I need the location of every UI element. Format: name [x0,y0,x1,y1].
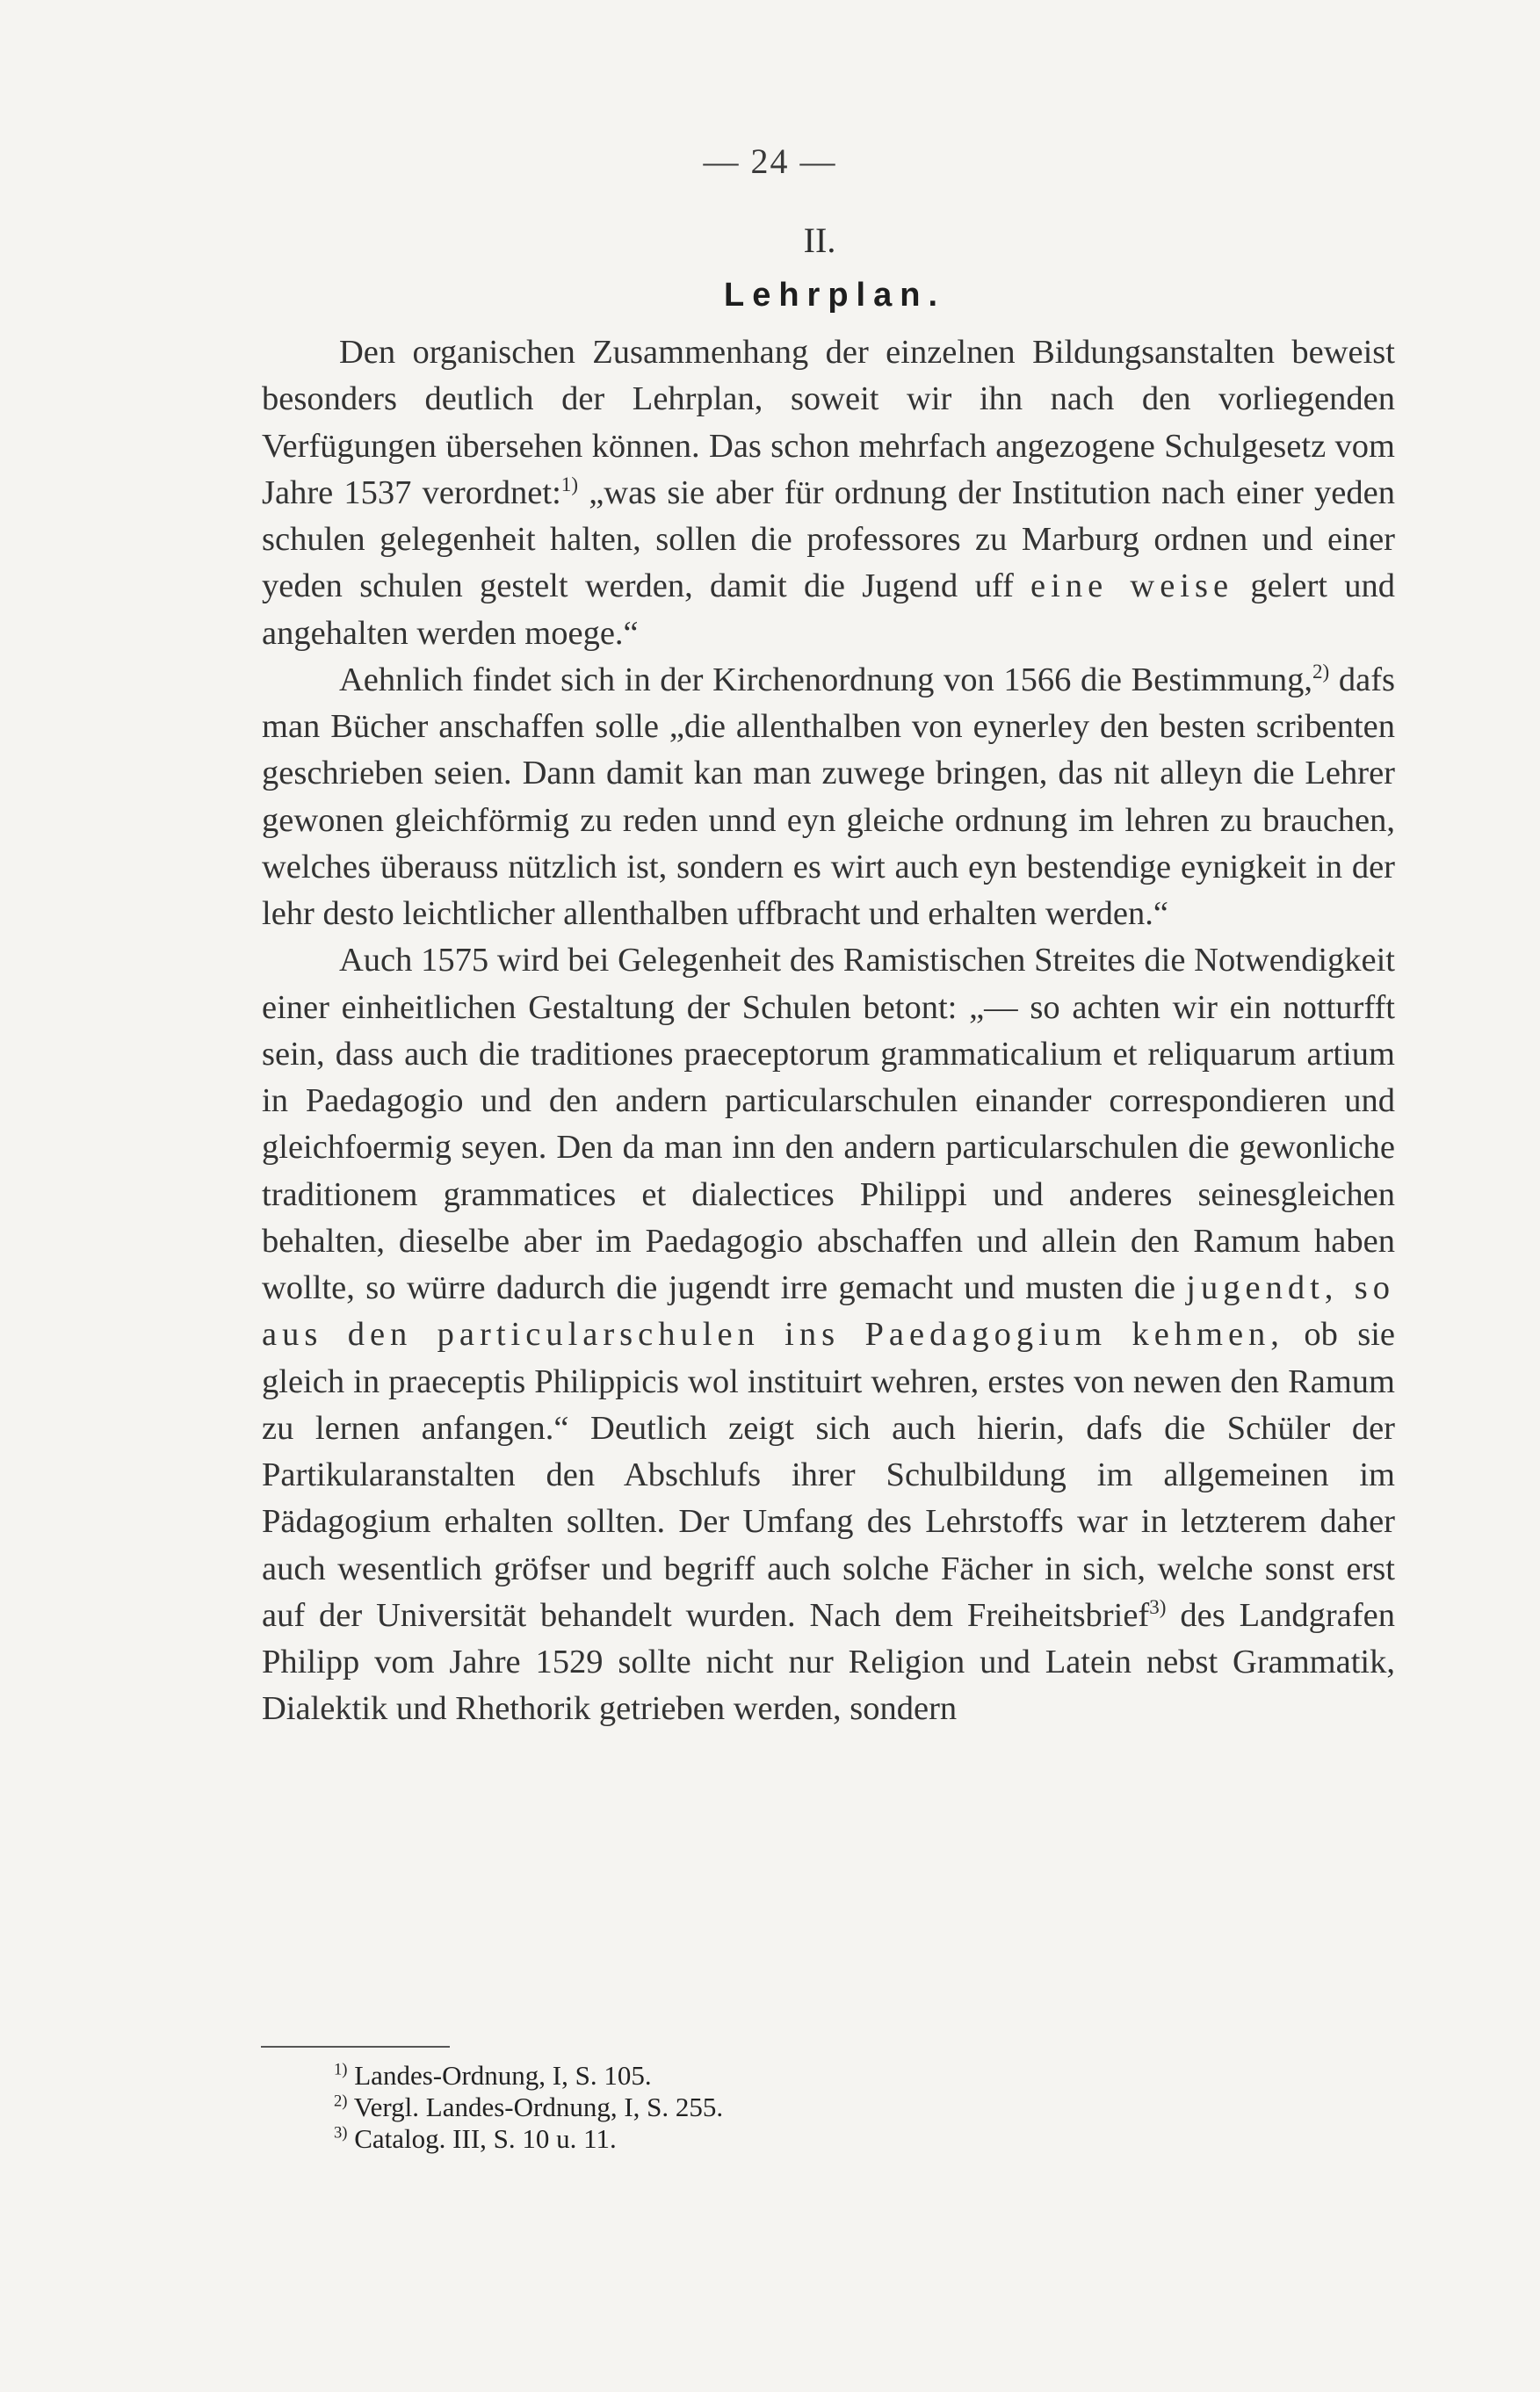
paragraph [262,937,1395,1732]
paragraph-text: des Landgrafen Philipp vom Jahre 1529 sollte nicht nur Religion und Latein nebst Grammatik, Dialektik und Rhethorik getrieben werden, sondern [262,1596,1395,1728]
footnote-reference: 1) [560,472,579,495]
paragraph-text: Aehnlich findet sich in der Kirchenordnung von 1566 die Bestimmung, [339,661,1312,698]
paragraph-text: Auch 1575 wird bei Gelegenheit des Ramistischen Streites die Notwendigkeit einer einheitlichen Gestaltung der Schulen betont: „— so achten wir ein notturfft sein, dass auch die traditiones praeceptorum grammaticalium et reliquarum artium in Paedagogio und den andern particularschulen einander correspondieren und gleichfoermig seyen. Den da man inn den andern particularschulen die gewonliche traditionem grammatices et dialectices Philippi und anderes seinesgleichen behalten, dieselbe aber im Paedagogio abschaffen und allein den Ramum haben wollte, so würre dadurch die jugendt irre gemacht und musten die [262,942,1395,1306]
footnote [334,2123,1124,2155]
paragraph-text: ob sie gleich in praeceptis Philippicis wol instituirt wehren, erstes von newen den Ramum zu lernen anfangen.“ Deutlich zeigt sich auch hierin, dafs die Schüler der Partikularanstalten den Abschlufs ihrer Schulbildung im allgemeinen im Pädagogium erhalten sollten. Der Umfang des Lehrstoffs war in letzterem daher auch wesentlich gröfser und begriff auch solche Fächer in sich, welche sonst erst auf der Universität behandelt wurden. Nach dem Freiheitsbrief [262,1316,1395,1634]
paragraph-text: gelert und angehalten werden moege.“ [262,567,1395,652]
paragraph [262,329,1395,657]
footnote-reference: 3) [1149,1594,1167,1618]
emphasized-text: jugendt, so aus den particularschulen ins Paedagogium kehmen, [262,1269,1396,1354]
paragraph-text: „was sie aber für ordnung der Institution nach einer yeden schulen gelegenheit halten, sollen die professores zu Marburg ordnen und einer yeden schulen gestelt werden, damit die Jugend uff [262,473,1395,605]
footnote-reference: 2) [1312,659,1330,683]
footnote-mark: 3) [334,2123,348,2143]
footnote [334,2060,1124,2092]
emphasized-text: eine weise [1030,567,1234,605]
body-text [262,329,1395,1733]
paragraph-text: Den organischen Zusammenhang der einzelnen Bildungsanstalten beweist besonders deutlich der Lehrplan, soweit wir ihn nach den vorliegenden Verfügungen übersehen können. Das schon mehrfach angezogene Schulgesetz vom Jahre 1537 verordnet: [262,334,1395,511]
footnote [334,2092,1124,2123]
footnote-text: Vergl. Landes-Ordnung, I, S. 255. [347,2092,724,2122]
paragraph-text: dafs man Bücher anschaffen solle „die allenthalben von eynerley den besten scribenten geschrieben seien. Dann damit kan man zuwege bringen, das nit alleyn die Lehrer gewonen gleichförmig zu reden unnd eyn gleiche ordnung im lehren zu brauchen, welches überauss nützlich ist, sondern es wirt auch eyn bestendige eynigkeit in der lehr desto leichtlicher allenthalben uffbracht und erhalten werden.“ [262,661,1395,932]
footnotes [334,2060,1124,2155]
section-heading: Lehrplan. [723,277,946,314]
page-number: — 24 — [703,141,837,181]
footnote-mark: 1) [334,2060,348,2079]
footnote-text: Landes-Ordnung, I, S. 105. [347,2060,652,2091]
footnote-text: Catalog. III, S. 10 u. 11. [347,2123,617,2154]
section-number: II. [803,220,836,260]
footnote-divider [261,2046,450,2048]
paragraph [262,657,1395,938]
footnote-mark: 2) [334,2092,348,2111]
